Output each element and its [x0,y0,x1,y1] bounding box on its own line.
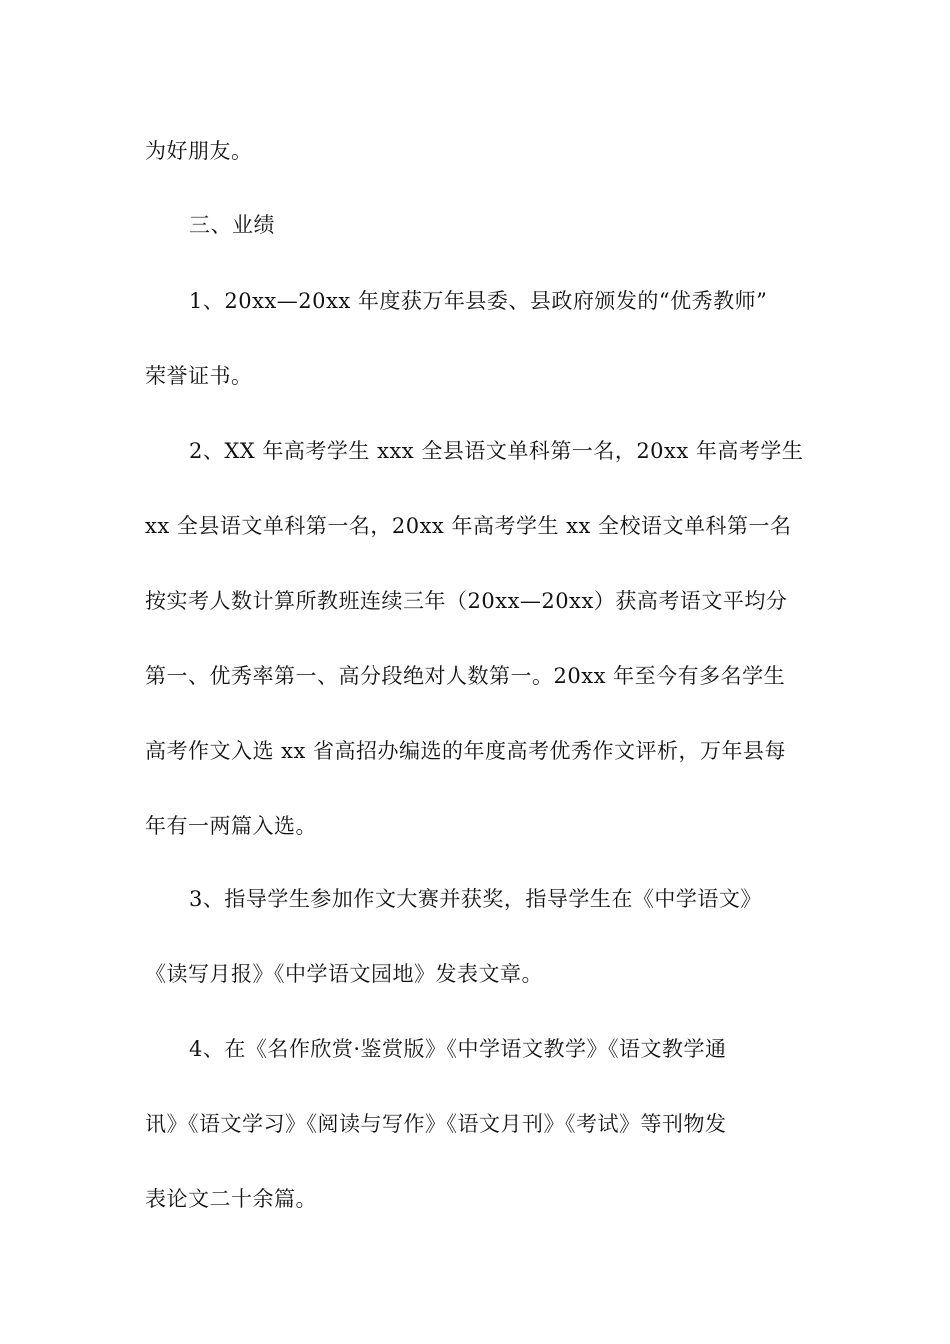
text-line: 表论文二十余篇。 [145,1187,317,1211]
text-line: 为好朋友。 [145,139,253,163]
text-line: 1、20xx—20xx 年度获万年县委、县政府颁发的“优秀教师” [189,289,768,313]
text-line: 年有一两篇入选。 [145,814,317,838]
text-line: 《读写月报》《中学语文园地》发表文章。 [145,962,543,986]
text-line: xx 全县语文单科第一名，20xx 年高考学生 xx 全校语文单科第一名 [145,514,792,538]
text-line: 3、指导学生参加作文大赛并获奖，指导学生在《中学语文》 [189,887,762,911]
text-line: 荣誉证书。 [145,364,253,388]
text-line: 第一、优秀率第一、高分段绝对人数第一。20xx 年至今有多名学生 [145,664,786,688]
text-line: 2、XX 年高考学生 xxx 全县语文单科第一名，20xx 年高考学生 [189,439,804,463]
text-line: 讯》《语文学习》《阅读与写作》《语文月刊》《考试》等刊物发 [145,1112,727,1136]
text-line: 4、在《名作欣赏·鉴赏版》《中学语文教学》《语文教学通 [189,1037,727,1061]
section-heading: 三、业绩 [189,213,275,237]
text-line: 高考作文入选 xx 省高招办编选的年度高考优秀作文评析，万年县每 [145,739,787,763]
text-line: 按实考人数计算所教班连续三年（20xx—20xx）获高考语文平均分 [145,589,788,613]
